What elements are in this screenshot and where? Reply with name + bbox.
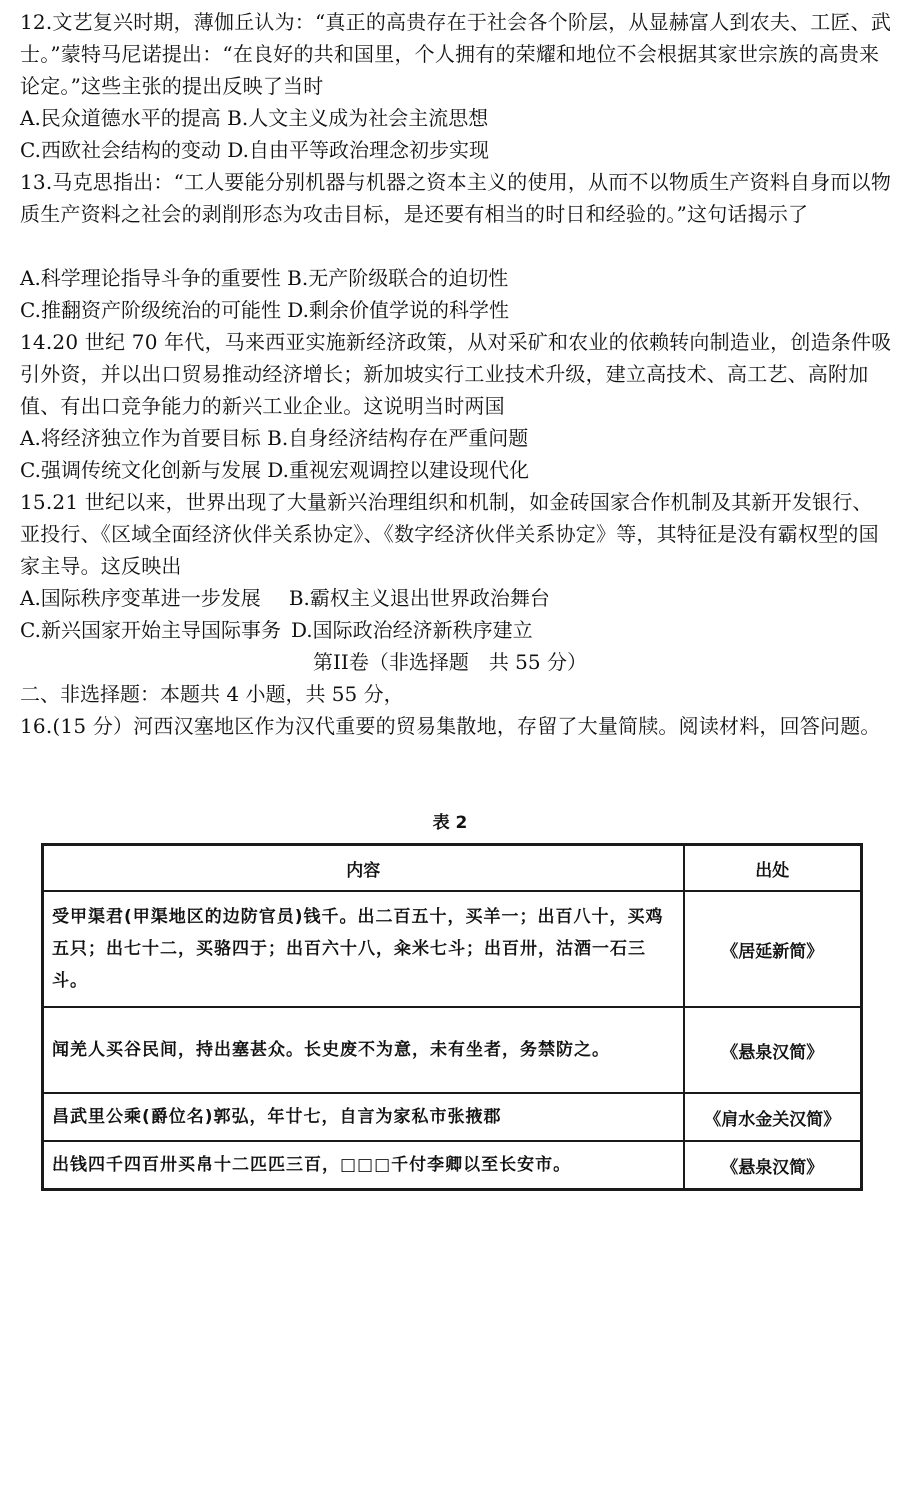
question-15-options-cd [20, 614, 533, 646]
question-14-options-ab: A.将经济独立作为首要目标 B.自身经济结构存在严重问题 [20, 426, 529, 450]
table-cell-source: 《肩水金关汉简》 [684, 1093, 862, 1141]
question-13-stem: 13.马克思指出：“工人要能分别机器与机器之资本主义的使用，从而不以物质生产资料自身而以物质生产资料之社会的剥削形态为攻击目标，是还要有相当的时日和经验的。”这句话揭示了 [20, 170, 892, 226]
table-row [43, 891, 862, 1007]
question-15-option-d: D.国际政治经济新秩序建立 [290, 618, 533, 642]
question-13-options-ab: A.科学理论指导斗争的重要性 B.无产阶级联合的迫切性 [20, 266, 509, 290]
question-13-options-cd: C.推翻资产阶级统治的可能性 D.剩余价值学说的科学性 [20, 298, 509, 322]
bamboo-slips-table [41, 843, 863, 1191]
table-cell-content: 出钱四千四百卅买帛十二匹匹三百，□□□千付李卿以至长安市。 [43, 1141, 684, 1190]
question-14-stem: 14.20 世纪 70 年代，马来西亚实施新经济政策，从对采矿和农业的依赖转向制造业，创造条件吸引外资，并以出口贸易推动经济增长；新加坡实行工业技术升级，建立高技术、高工艺、高附加值、有出口竞争能力的新兴工业企业。这说明当时两国 [20, 330, 892, 418]
question-15-option-c: C.新兴国家开始主导国际事务 [20, 618, 281, 642]
table-cell-source: 《悬泉汉简》 [684, 1141, 862, 1190]
question-16-stem: 16.(15 分）河西汉塞地区作为汉代重要的贸易集散地，存留了大量简牍。阅读材料，回答问题。 [20, 714, 881, 738]
table-cell-content: 闻羌人买谷民间，持出塞甚众。长史废不为意，未有坐者，务禁防之。 [43, 1007, 684, 1093]
table-row [43, 1093, 862, 1141]
header-content: 内容 [43, 845, 684, 892]
question-15-stem: 15.21 世纪以来，世界出现了大量新兴治理组织和机制，如金砖国家合作机制及其新开发银行、亚投行、《区域全面经济伙伴关系协定》、《数字经济伙伴关系协定》等，其特征是没有霸权型的国家主导。这反映出 [20, 490, 879, 578]
table-cell-content: 受甲渠君(甲渠地区的边防官员)钱千。出二百五十，买羊一；出百八十，买鸡五只；出七十二，买骆四于；出百六十八，籴米七斗；出百卅，沽酒一石三斗。 [43, 891, 684, 1007]
table-header-row [43, 845, 862, 892]
section-title: 第II卷（非选择题 共 55 分） [313, 650, 587, 674]
question-14-options-cd: C.强调传统文化创新与发展 D.重视宏观调控以建设现代化 [20, 458, 529, 482]
header-source: 出处 [684, 845, 862, 892]
table-row [43, 1141, 862, 1190]
table-cell-source: 《悬泉汉简》 [684, 1007, 862, 1093]
table-row [43, 1007, 862, 1093]
table-title: 表 2 [432, 813, 468, 833]
question-12-options-ab: A.民众道德水平的提高 B.人文主义成为社会主流思想 [20, 106, 489, 130]
table-cell-content: 昌武里公乘(爵位名)郭弘，年廿七，自言为家私市张掖郡 [43, 1093, 684, 1141]
question-12-stem: 12.文艺复兴时期，薄伽丘认为：“真正的高贵存在于社会各个阶层，从显赫富人到农夫、工匠、武士。”蒙特马尼诺提出：“在良好的共和国里，个人拥有的荣耀和地位不会根据其家世宗族的高贵来论定。”这些主张的提出反映了当时 [20, 10, 892, 98]
question-15-option-b: B.霸权主义退出世界政治舞台 [288, 586, 550, 610]
section-intro: 二、非选择题：本题共 4 小题，共 55 分， [20, 682, 404, 706]
question-15-options-ab [20, 582, 550, 614]
question-15-option-a: A.国际秩序变革进一步发展 [20, 586, 261, 610]
question-12-options-cd: C.西欧社会结构的变动 D.自由平等政治理念初步实现 [20, 138, 489, 162]
table-cell-source: 《居延新简》 [684, 891, 862, 1007]
